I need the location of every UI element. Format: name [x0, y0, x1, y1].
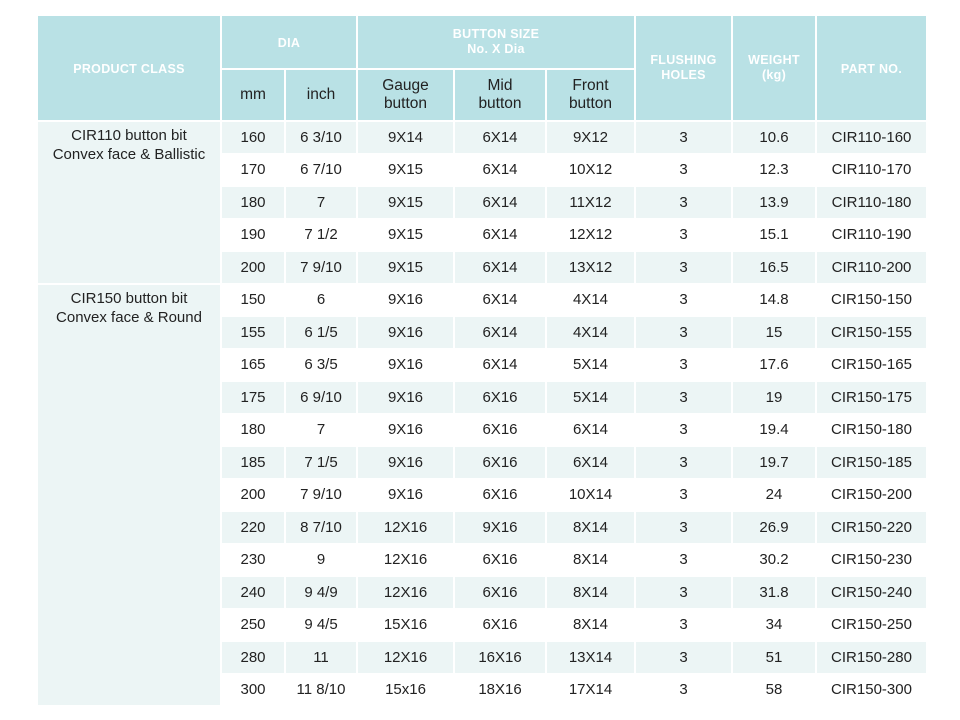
table-row: [37, 284, 927, 317]
cell-gauge: 9X15: [357, 154, 454, 187]
header-button-size: BUTTON SIZE No. X Dia: [357, 15, 635, 69]
cell-mm: 150: [221, 284, 285, 317]
cell-mm: 240: [221, 576, 285, 609]
cell-front: 4X14: [546, 316, 635, 349]
cell-inch: 7: [285, 186, 357, 219]
cell-front: 11X12: [546, 186, 635, 219]
cell-inch: 9: [285, 544, 357, 577]
cell-part: CIR150-280: [816, 641, 927, 674]
cell-front: 13X12: [546, 251, 635, 284]
cell-holes: 3: [635, 121, 732, 154]
cell-gauge: 12X16: [357, 576, 454, 609]
cell-mid: 6X14: [454, 349, 546, 382]
cell-part: CIR150-175: [816, 381, 927, 414]
cell-part: CIR110-180: [816, 186, 927, 219]
cell-mid: 6X14: [454, 284, 546, 317]
cell-mm: 185: [221, 446, 285, 479]
cell-gauge: 15x16: [357, 674, 454, 707]
cell-mm: 155: [221, 316, 285, 349]
cell-front: 5X14: [546, 381, 635, 414]
cell-front: 9X12: [546, 121, 635, 154]
header-flushing-holes: FLUSHING HOLES: [635, 15, 732, 121]
cell-weight: 17.6: [732, 349, 816, 382]
product-class-cell: [37, 284, 221, 707]
cell-inch: 7 1/2: [285, 219, 357, 252]
cell-weight: 51: [732, 641, 816, 674]
cell-mm: 250: [221, 609, 285, 642]
cell-weight: 31.8: [732, 576, 816, 609]
cell-weight: 58: [732, 674, 816, 707]
cell-mid: 6X16: [454, 414, 546, 447]
cell-mm: 220: [221, 511, 285, 544]
cell-part: CIR150-185: [816, 446, 927, 479]
cell-holes: 3: [635, 219, 732, 252]
cell-mid: 6X14: [454, 186, 546, 219]
cell-weight: 10.6: [732, 121, 816, 154]
cell-gauge: 9X15: [357, 251, 454, 284]
cell-mm: 165: [221, 349, 285, 382]
cell-front: 5X14: [546, 349, 635, 382]
cell-inch: 6 3/5: [285, 349, 357, 382]
cell-front: 4X14: [546, 284, 635, 317]
cell-holes: 3: [635, 544, 732, 577]
cell-holes: 3: [635, 641, 732, 674]
cell-mm: 300: [221, 674, 285, 707]
cell-weight: 15.1: [732, 219, 816, 252]
cell-inch: 6 1/5: [285, 316, 357, 349]
cell-holes: 3: [635, 479, 732, 512]
cell-mm: 190: [221, 219, 285, 252]
cell-mm: 160: [221, 121, 285, 154]
cell-mid: 6X14: [454, 219, 546, 252]
cell-holes: 3: [635, 154, 732, 187]
cell-inch: 11: [285, 641, 357, 674]
cell-mid: 6X16: [454, 381, 546, 414]
product-class-description: Convex face & Round: [56, 308, 202, 326]
cell-weight: 15: [732, 316, 816, 349]
cell-front: 10X12: [546, 154, 635, 187]
cell-gauge: 9X16: [357, 284, 454, 317]
cell-part: CIR110-170: [816, 154, 927, 187]
cell-gauge: 9X16: [357, 479, 454, 512]
cell-holes: 3: [635, 414, 732, 447]
cell-gauge: 12X16: [357, 511, 454, 544]
cell-mid: 18X16: [454, 674, 546, 707]
cell-gauge: 9X16: [357, 414, 454, 447]
cell-mm: 200: [221, 251, 285, 284]
cell-holes: 3: [635, 186, 732, 219]
cell-inch: 9 4/9: [285, 576, 357, 609]
cell-inch: 7: [285, 414, 357, 447]
cell-weight: 19.4: [732, 414, 816, 447]
table-header: [37, 15, 927, 121]
cell-part: CIR150-240: [816, 576, 927, 609]
cell-holes: 3: [635, 446, 732, 479]
cell-holes: 3: [635, 381, 732, 414]
cell-mid: 6X16: [454, 609, 546, 642]
cell-mm: 180: [221, 414, 285, 447]
cell-mm: 200: [221, 479, 285, 512]
cell-weight: 26.9: [732, 511, 816, 544]
cell-holes: 3: [635, 251, 732, 284]
product-class-cell: [37, 121, 221, 284]
cell-gauge: 12X16: [357, 641, 454, 674]
cell-mid: 16X16: [454, 641, 546, 674]
cell-holes: 3: [635, 576, 732, 609]
cell-inch: 6 3/10: [285, 121, 357, 154]
cell-weight: 16.5: [732, 251, 816, 284]
header-mm: mm: [221, 69, 285, 121]
header-inch: inch: [285, 69, 357, 121]
header-part-no: PART NO.: [816, 15, 927, 121]
cell-holes: 3: [635, 511, 732, 544]
cell-part: CIR150-250: [816, 609, 927, 642]
cell-inch: 7 9/10: [285, 479, 357, 512]
cell-inch: 9 4/5: [285, 609, 357, 642]
cell-part: CIR150-165: [816, 349, 927, 382]
cell-gauge: 12X16: [357, 544, 454, 577]
specification-table: [36, 14, 928, 707]
cell-weight: 19: [732, 381, 816, 414]
cell-mid: 6X14: [454, 154, 546, 187]
cell-inch: 6 9/10: [285, 381, 357, 414]
cell-mm: 230: [221, 544, 285, 577]
header-gauge-button: Gauge button: [357, 69, 454, 121]
cell-part: CIR150-150: [816, 284, 927, 317]
cell-inch: 6: [285, 284, 357, 317]
cell-mid: 6X16: [454, 576, 546, 609]
cell-weight: 24: [732, 479, 816, 512]
table-row: [37, 121, 927, 154]
cell-part: CIR110-160: [816, 121, 927, 154]
cell-holes: 3: [635, 284, 732, 317]
cell-front: 8X14: [546, 511, 635, 544]
header-weight: WEIGHT (kg): [732, 15, 816, 121]
cell-part: CIR150-180: [816, 414, 927, 447]
cell-mid: 6X14: [454, 121, 546, 154]
cell-weight: 12.3: [732, 154, 816, 187]
cell-mm: 280: [221, 641, 285, 674]
cell-part: CIR150-230: [816, 544, 927, 577]
header-mid-button: Mid button: [454, 69, 546, 121]
cell-weight: 30.2: [732, 544, 816, 577]
cell-holes: 3: [635, 316, 732, 349]
cell-holes: 3: [635, 609, 732, 642]
cell-gauge: 9X16: [357, 446, 454, 479]
cell-mid: 6X14: [454, 316, 546, 349]
cell-front: 6X14: [546, 446, 635, 479]
cell-front: 17X14: [546, 674, 635, 707]
cell-inch: 7 1/5: [285, 446, 357, 479]
cell-weight: 13.9: [732, 186, 816, 219]
cell-weight: 19.7: [732, 446, 816, 479]
cell-inch: 11 8/10: [285, 674, 357, 707]
cell-inch: 6 7/10: [285, 154, 357, 187]
cell-part: CIR110-190: [816, 219, 927, 252]
cell-part: CIR150-220: [816, 511, 927, 544]
cell-gauge: 9X15: [357, 186, 454, 219]
cell-front: 8X14: [546, 576, 635, 609]
product-class-name: CIR110 button bit: [71, 127, 187, 144]
cell-gauge: 9X16: [357, 349, 454, 382]
cell-gauge: 15X16: [357, 609, 454, 642]
product-class-description: Convex face & Ballistic: [52, 146, 206, 163]
cell-mid: 6X14: [454, 251, 546, 284]
cell-gauge: 9X16: [357, 316, 454, 349]
cell-front: 8X14: [546, 609, 635, 642]
cell-front: 12X12: [546, 219, 635, 252]
cell-mid: 6X16: [454, 479, 546, 512]
cell-part: CIR110-200: [816, 251, 927, 284]
cell-part: CIR150-200: [816, 479, 927, 512]
cell-part: CIR150-300: [816, 674, 927, 707]
cell-holes: 3: [635, 349, 732, 382]
header-dia: DIA: [221, 15, 357, 69]
cell-front: 10X14: [546, 479, 635, 512]
cell-front: 6X14: [546, 414, 635, 447]
cell-mid: 6X16: [454, 544, 546, 577]
cell-part: CIR150-155: [816, 316, 927, 349]
cell-mm: 180: [221, 186, 285, 219]
cell-weight: 14.8: [732, 284, 816, 317]
header-product-class: PRODUCT CLASS: [37, 15, 221, 121]
cell-mm: 175: [221, 381, 285, 414]
cell-holes: 3: [635, 674, 732, 707]
cell-weight: 34: [732, 609, 816, 642]
cell-front: 8X14: [546, 544, 635, 577]
cell-gauge: 9X15: [357, 219, 454, 252]
product-class-name: CIR150 button bit: [70, 289, 188, 307]
table-body: [37, 121, 927, 706]
cell-mid: 9X16: [454, 511, 546, 544]
cell-mm: 170: [221, 154, 285, 187]
header-front-button: Front button: [546, 69, 635, 121]
cell-inch: 7 9/10: [285, 251, 357, 284]
cell-front: 13X14: [546, 641, 635, 674]
cell-mid: 6X16: [454, 446, 546, 479]
cell-gauge: 9X14: [357, 121, 454, 154]
cell-inch: 8 7/10: [285, 511, 357, 544]
cell-gauge: 9X16: [357, 381, 454, 414]
